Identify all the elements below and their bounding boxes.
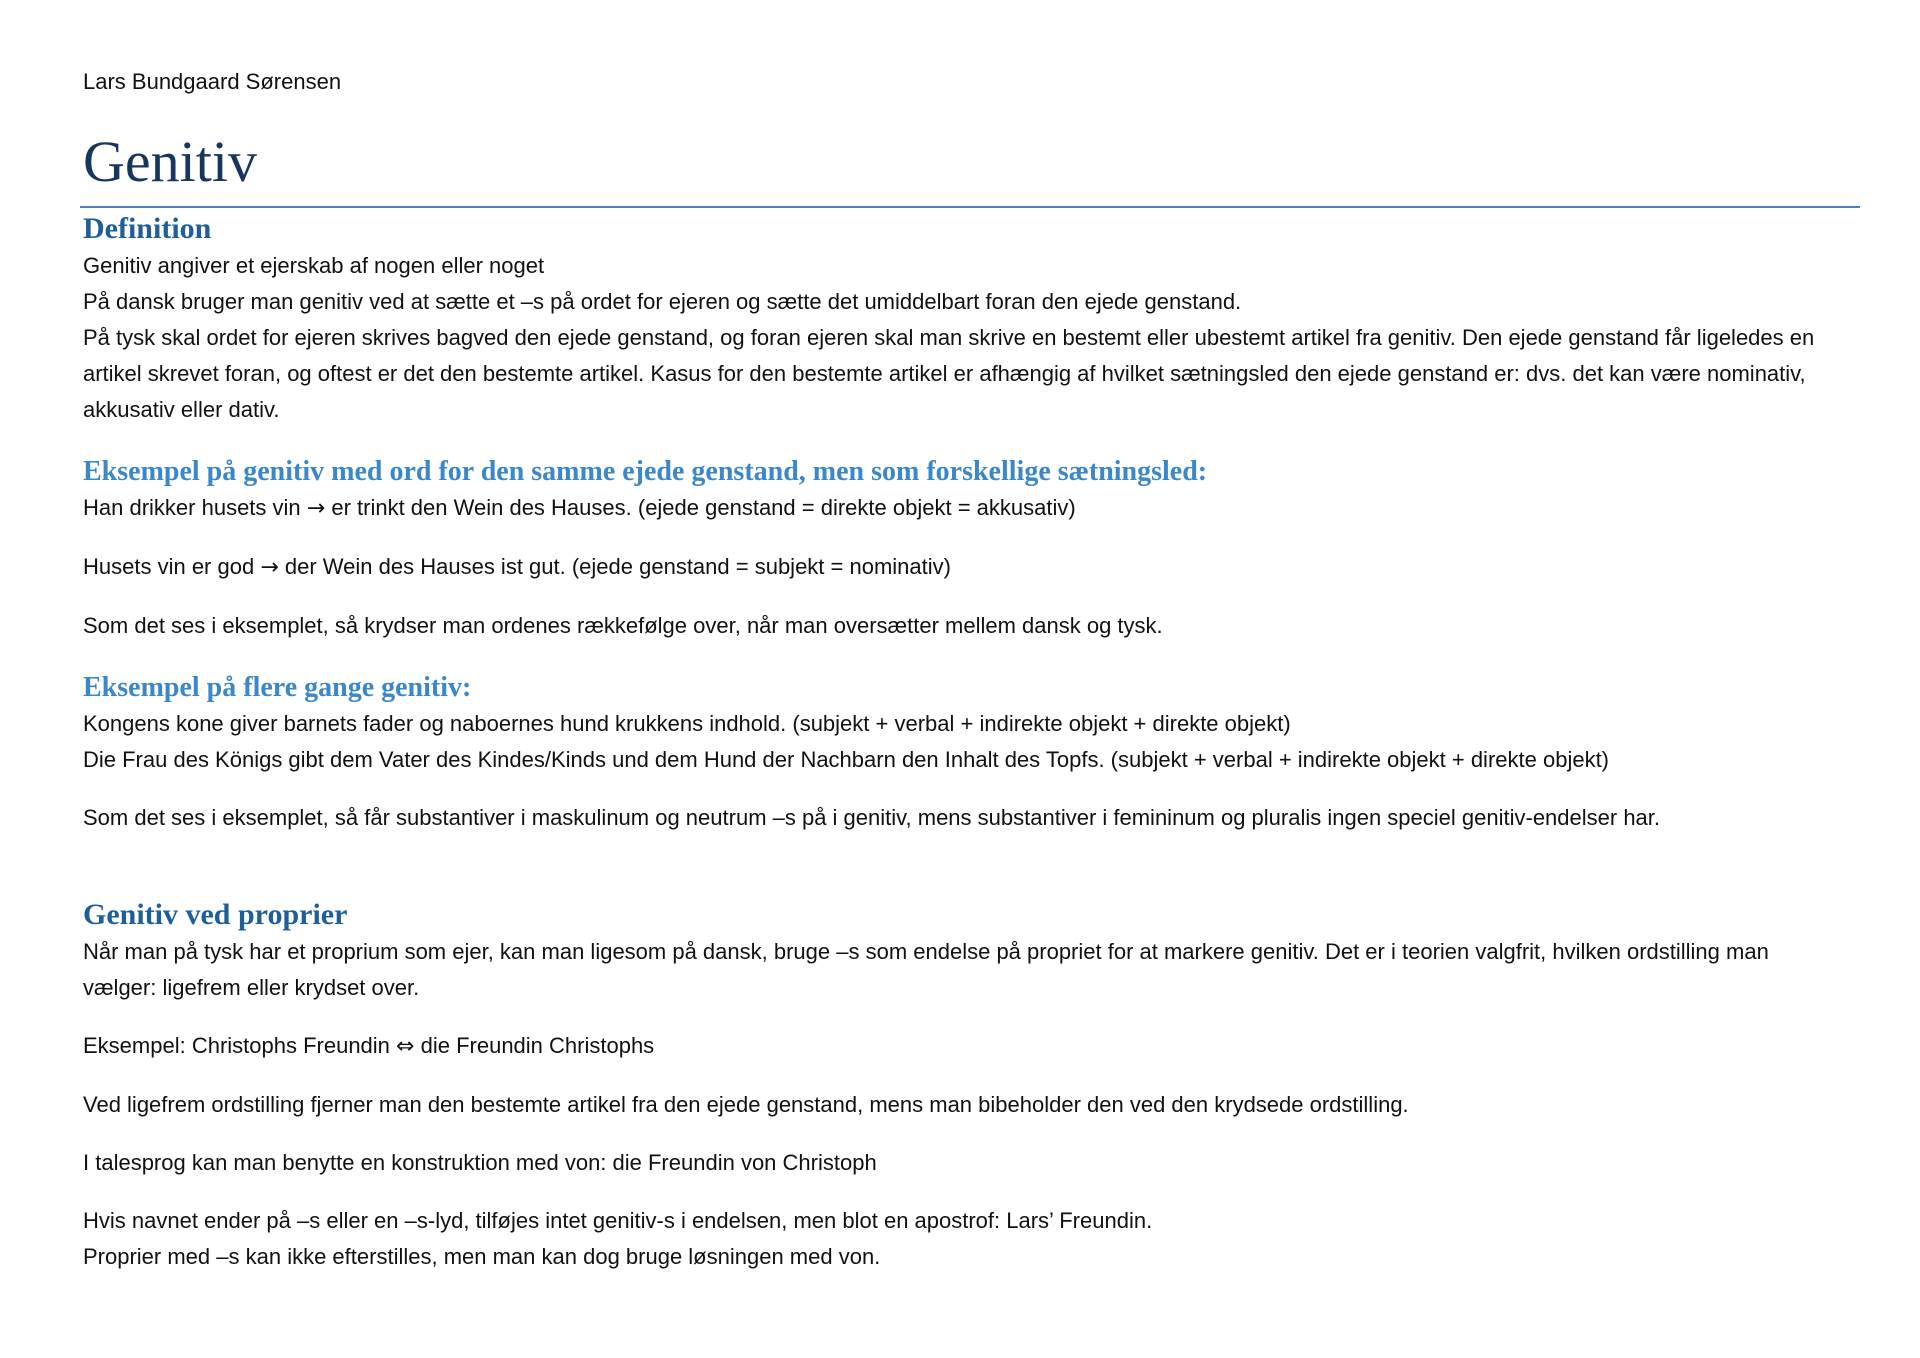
example-2-german: der Wein des Hauses ist gut. (ejede genstand = subjekt = nominativ): [284, 554, 951, 579]
proper-example-right: die Freundin Christophs: [420, 1033, 655, 1058]
example-2-german-sentence: Die Frau des Königs gibt dem Vater des Kindes/Kinds und dem Hund der Nachbarn den Inhalt des Topfs. (subjekt + verbal + indirekte objekt + direkte objekt): [83, 747, 1610, 772]
example-1-note: Som det ses i eksemplet, så krydser man ordenes rækkefølge over, når man oversætter mellem dansk og tysk.: [83, 613, 1163, 638]
proper-nouns-section: [83, 896, 1843, 1275]
proper-nouns-paragraph: Når man på tysk har et proprium som ejer, kan man ligesom på dansk, bruge –s som endelse på propriet for at markere genitiv. Det er i teorien valgfrit, hvilken ordstilling man vælger: ligefrem eller krydset over.: [83, 939, 1769, 1000]
example-2-danish-sentence: Kongens kone giver barnets fader og naboernes hund krukkens indhold. (subjekt + verbal + indirekte objekt + direkte objekt): [83, 711, 1291, 736]
example-1-section: [83, 454, 1843, 644]
word-order-note: Ved ligefrem ordstilling fjerner man den bestemte artikel fra den ejede genstand, mens man bibeholder den ved den krydsede ordstilling.: [83, 1092, 1409, 1117]
proper-nouns-example: [83, 1028, 1843, 1065]
example-2-danish: Husets vin er god: [83, 554, 255, 579]
example-1-german: er trinkt den Wein des Hauses. (ejede genstand = direkte objekt = akkusativ): [331, 495, 1076, 520]
example-1-heading: Eksempel på genitiv med ord for den samme ejede genstand, men som forskellige sætningsled:: [83, 456, 1208, 487]
example-2-note: Som det ses i eksemplet, så får substantiver i maskulinum og neutrum –s på i genitiv, mens substantiver i femininum og pluralis ingen speciel genitiv-endelser har.: [83, 805, 1661, 830]
example-1-danish: Han drikker husets vin: [83, 495, 301, 520]
author-name: Lars Bundgaard Sørensen: [83, 69, 342, 94]
definition-heading: Definition: [83, 212, 212, 245]
definition-line-1: Genitiv angiver et ejerskab af nogen eller noget: [83, 253, 545, 278]
example-1-line-2: [83, 549, 1843, 586]
title-underline: [80, 206, 1860, 208]
definition-section: [83, 210, 1843, 428]
example-2-section: [83, 670, 1843, 836]
spoken-language-note: I talesprog kan man benytte en konstruktion med von: die Freundin von Christoph: [83, 1150, 877, 1175]
right-arrow-icon: →: [260, 555, 279, 580]
right-arrow-icon: →: [306, 496, 326, 521]
page-title: Genitiv: [83, 129, 257, 194]
example-1-line-1: [83, 490, 1843, 527]
apostrophe-note: Hvis navnet ender på –s eller en –s-lyd, tilføjes intet genitiv-s i endelsen, men blot en apostrof: Lars’ Freundin.: [83, 1208, 1153, 1233]
proper-example-left: Eksempel: Christophs Freundin: [83, 1033, 390, 1058]
example-2-heading: Eksempel på flere gange genitiv:: [83, 672, 472, 703]
double-arrow-icon: ⇔: [396, 1034, 415, 1059]
definition-paragraph: På tysk skal ordet for ejeren skrives bagved den ejede genstand, og foran ejeren skal man skrive en bestemt eller ubestemt artikel fra genitiv. Den ejede genstand får ligeledes en artikel skrevet foran, og oftest er det den bestemte artikel. Kasus for den bestemte artikel er afhængig af hvilket sætningsled den ejede genstand er: dvs. det kan være nominativ, akkusativ eller dativ.: [83, 325, 1815, 422]
definition-line-2: På dansk bruger man genitiv ved at sætte et –s på ordet for ejeren og sætte det umiddelbart foran den ejede genstand.: [83, 289, 1242, 314]
von-note: Proprier med –s kan ikke efterstilles, men man kan dog bruge løsningen med von.: [83, 1244, 881, 1269]
proper-nouns-heading: Genitiv ved proprier: [83, 898, 348, 931]
